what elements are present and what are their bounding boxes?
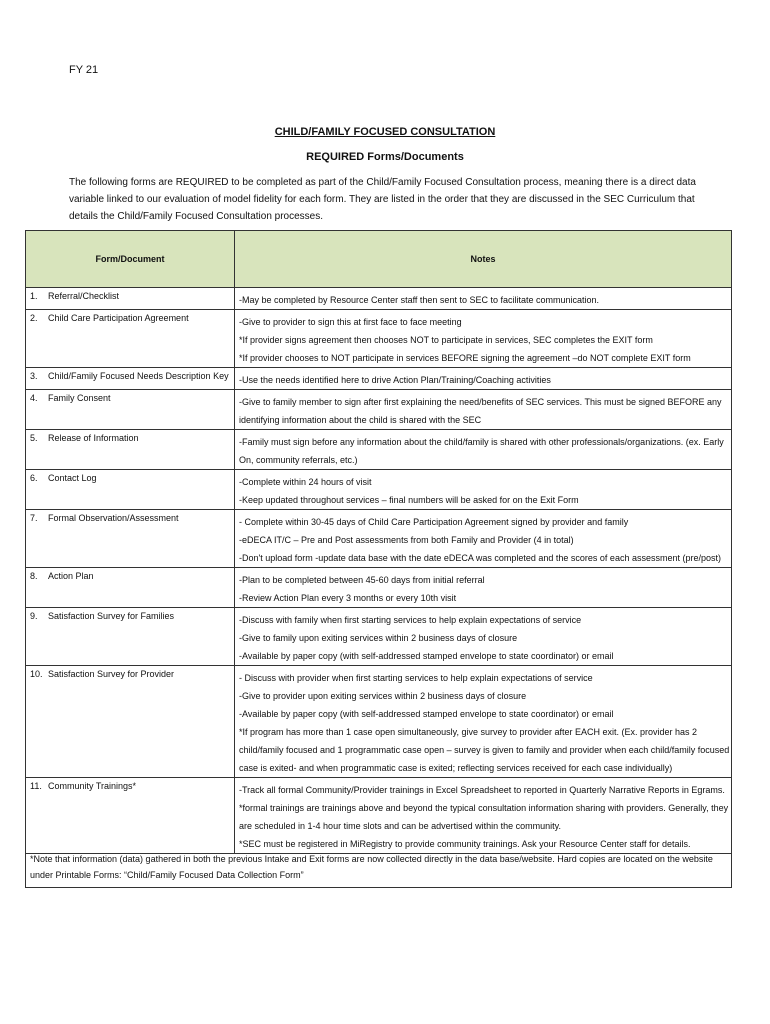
form-name: Action Plan xyxy=(48,571,94,581)
intro-paragraph: The following forms are REQUIRED to be completed as part of the Child/Family Focused Consultation process, meaning there is a direct data variable linked to our evaluation of model fidelity for each form. They are listed in the order that they are discussed in the SEC Curriculum that details the Child/Family Focused Consultation processes. xyxy=(69,177,696,222)
notes-cell xyxy=(235,368,732,390)
table-row xyxy=(26,368,732,390)
notes-cell xyxy=(235,568,732,608)
form-cell xyxy=(26,310,235,368)
page-subtitle: REQUIRED Forms/Documents xyxy=(306,151,464,163)
table-row xyxy=(26,608,732,666)
notes-cell xyxy=(235,390,732,430)
note-line: *If provider signs agreement then chooses NOT to participate in services, SEC completes the EXIT form xyxy=(239,335,653,345)
note-line: *SEC must be registered in MiRegistry to provide community trainings. Ask your Resource Center staff for details. xyxy=(239,839,691,849)
form-cell xyxy=(26,470,235,510)
row-number: 7. xyxy=(30,513,38,523)
notes-cell xyxy=(235,666,732,778)
notes-cell xyxy=(235,510,732,568)
notes-cell xyxy=(235,288,732,310)
table-row xyxy=(26,666,732,778)
form-cell xyxy=(26,390,235,430)
form-cell xyxy=(26,430,235,470)
fiscal-year-label: FY 21 xyxy=(69,64,99,76)
note-line: -Available by paper copy (with self-addressed stamped envelope to state coordinator) or email xyxy=(239,651,614,661)
notes-cell xyxy=(235,430,732,470)
form-name: Formal Observation/Assessment xyxy=(48,513,179,523)
note-line: -May be completed by Resource Center staff then sent to SEC to facilitate communication. xyxy=(239,295,600,305)
note-line: - Discuss with provider when first starting services to help explain expectations of service xyxy=(239,673,593,683)
note-line: -eDECA IT/C – Pre and Post assessments from both Family and Provider (4 in total) xyxy=(239,535,574,545)
row-number: 8. xyxy=(30,571,38,581)
table-row xyxy=(26,390,732,430)
table-row xyxy=(26,470,732,510)
row-number: 9. xyxy=(30,611,38,621)
note-line: -Available by paper copy (with self-addressed stamped envelope to state coordinator) or email xyxy=(239,709,614,719)
header-notes: Notes xyxy=(235,231,732,288)
form-name: Satisfaction Survey for Families xyxy=(48,611,175,621)
form-name: Child/Family Focused Needs Description Key xyxy=(48,371,229,381)
row-number: 11. xyxy=(30,781,42,791)
row-number: 1. xyxy=(30,291,38,301)
form-cell xyxy=(26,368,235,390)
table-row xyxy=(26,430,732,470)
form-cell xyxy=(26,666,235,778)
note-line: - Complete within 30-45 days of Child Care Participation Agreement signed by provider and family xyxy=(239,517,629,527)
form-cell xyxy=(26,568,235,608)
note-line: -Keep updated throughout services – final numbers will be asked for on the Exit Form xyxy=(239,495,579,505)
header-form-document: Form/Document xyxy=(26,231,235,288)
row-number: 10. xyxy=(30,669,43,679)
notes-cell xyxy=(235,310,732,368)
note-line: -Give to provider to sign this at first face to face meeting xyxy=(239,317,462,327)
note-line: -Give to provider upon exiting services within 2 business days of closure xyxy=(239,691,527,701)
note-line: -Don't upload form -update data base with the date eDECA was completed and the scores of each assessment (pre/post) xyxy=(239,553,721,563)
form-name: Referral/Checklist xyxy=(48,291,120,301)
note-line: *formal trainings are trainings above and beyond the typical consultation information sharing with providers. Generally, they are scheduled in 1-4 hour time slots and can be advertised within the community. xyxy=(239,803,729,831)
table-row xyxy=(26,568,732,608)
row-number: 5. xyxy=(30,433,38,443)
form-cell xyxy=(26,608,235,666)
note-line: -Use the needs identified here to drive Action Plan/Training/Coaching activities xyxy=(239,375,551,385)
row-number: 2. xyxy=(30,313,38,323)
row-number: 6. xyxy=(30,473,38,483)
form-name: Satisfaction Survey for Provider xyxy=(48,669,175,679)
form-name: Family Consent xyxy=(48,393,111,403)
footnote: *Note that information (data) gathered in both the previous Intake and Exit forms are now collected directly in the data base/website. Hard copies are located on the website under Printable Forms: “Child/Family Focused Data Collection Form” xyxy=(25,833,732,888)
form-name: Release of Information xyxy=(48,433,139,443)
table-row xyxy=(26,288,732,310)
note-line: -Review Action Plan every 3 months or every 10th visit xyxy=(239,593,457,603)
notes-cell xyxy=(235,470,732,510)
form-name: Community Trainings* xyxy=(48,781,137,791)
row-number: 4. xyxy=(30,393,38,403)
row-number: 3. xyxy=(30,371,38,381)
table-row xyxy=(26,310,732,368)
notes-cell xyxy=(235,608,732,666)
note-line: -Plan to be completed between 45-60 days from initial referral xyxy=(239,575,485,585)
note-line: -Discuss with family when first starting services to help explain expectations of service xyxy=(239,615,582,625)
form-cell xyxy=(26,510,235,568)
forms-table xyxy=(25,230,732,854)
form-cell xyxy=(26,288,235,310)
note-line: -Track all formal Community/Provider trainings in Excel Spreadsheet to reported in Quarterly Narrative Reports in Egrams. xyxy=(239,785,725,795)
note-line: -Complete within 24 hours of visit xyxy=(239,477,372,487)
note-line: *If program has more than 1 case open simultaneously, give survey to provider after EACH exit. (Ex. provider has 2 child/family focused and 1 programmatic case open – survey is given to family and provider when each child/family focused case is exited- and when programmatic case is exited; reflecting services received for each case individually) xyxy=(239,727,730,773)
form-name: Child Care Participation Agreement xyxy=(48,313,189,323)
note-line: *If provider chooses to NOT participate in services BEFORE signing the agreement –do NOT complete EXIT form xyxy=(239,353,691,363)
note-line: -Family must sign before any information about the child/family is shared with other professionals/organizations. (ex. Early On, community referrals, etc.) xyxy=(239,437,724,465)
page-title: CHILD/FAMILY FOCUSED CONSULTATION xyxy=(274,126,496,138)
note-line: -Give to family member to sign after first explaining the need/benefits of SEC services. This must be signed BEFORE any identifying information about the child is shared with the SEC xyxy=(239,397,722,425)
table-row xyxy=(26,510,732,568)
note-line: -Give to family upon exiting services within 2 business days of closure xyxy=(239,633,518,643)
form-name: Contact Log xyxy=(48,473,97,483)
